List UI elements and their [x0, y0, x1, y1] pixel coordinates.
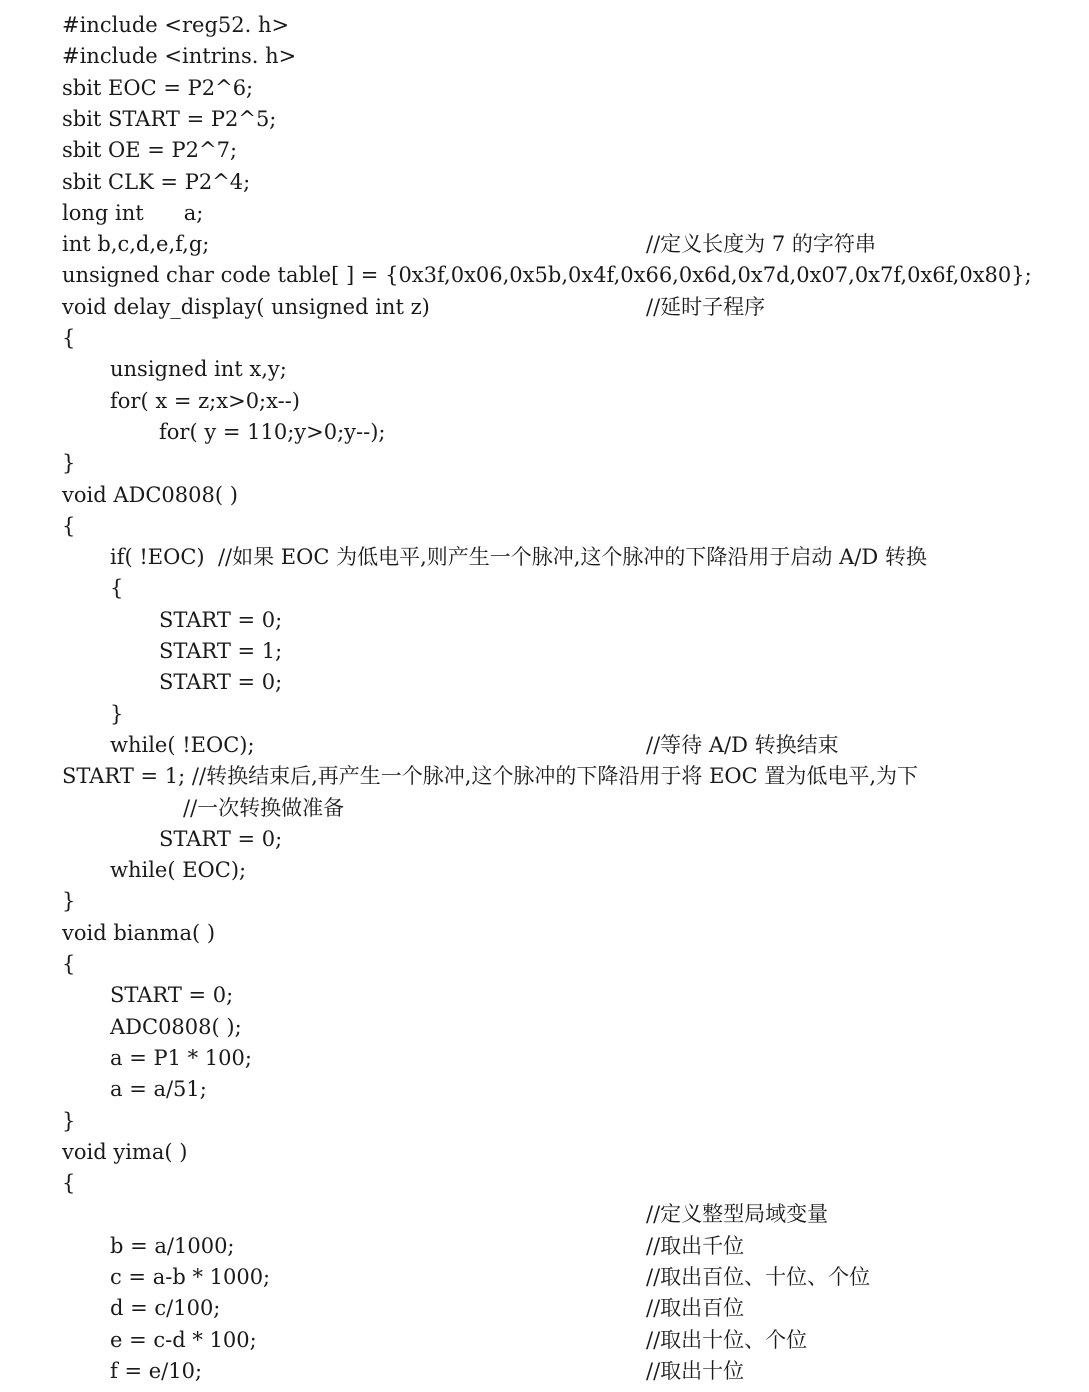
code-line: [0, 104, 1089, 135]
code-text: {: [62, 513, 76, 538]
code-text: e = c-d * 100;: [110, 1327, 257, 1352]
code-line: [0, 949, 1089, 980]
code-line: [0, 730, 1089, 761]
code-text: d = c/100;: [110, 1296, 221, 1321]
code-line: [0, 1356, 1089, 1387]
code-line: [0, 980, 1089, 1011]
code-text: }: [62, 1108, 76, 1133]
code-text: int b,c,d,e,f,g;: [62, 232, 210, 257]
code-text: a = P1 * 100;: [110, 1045, 252, 1070]
code-text: START = 0;: [110, 983, 234, 1008]
code-line: [0, 636, 1089, 667]
code-line: [0, 1168, 1089, 1199]
code-line: [0, 511, 1089, 542]
code-line: [0, 1199, 1089, 1230]
code-text: START = 0;: [159, 826, 283, 851]
code-line: [0, 886, 1089, 917]
code-line: [0, 1043, 1089, 1074]
code-text: c = a-b * 1000;: [110, 1265, 271, 1289]
code-text: }: [62, 889, 76, 914]
code-comment: //等待 A/D 转换结束: [646, 732, 839, 757]
code-text: b = a/1000;: [110, 1233, 235, 1258]
code-comment: //取出十位: [646, 1358, 745, 1383]
code-text: for( y = 110;y>0;y--);: [159, 419, 386, 444]
code-text: {: [62, 326, 76, 350]
code-line: [0, 1137, 1089, 1168]
code-line: [0, 292, 1089, 323]
code-line: [0, 1293, 1089, 1324]
code-comment: //取出百位: [646, 1296, 745, 1321]
code-text: #include <reg52. h>: [62, 13, 290, 37]
code-text: sbit CLK = P2^4;: [62, 169, 251, 194]
code-line: [0, 167, 1089, 198]
code-text: unsigned int x,y;: [110, 357, 287, 382]
code-line: [0, 1231, 1089, 1262]
code-line: [0, 793, 1089, 824]
code-line: [0, 573, 1089, 604]
code-line: [0, 1106, 1089, 1137]
code-text: sbit EOC = P2^6;: [62, 75, 254, 100]
code-comment: //取出百位、十位、个位: [646, 1265, 871, 1289]
code-line: [0, 824, 1089, 855]
code-text: }: [62, 451, 76, 476]
code-line: [0, 542, 1089, 573]
code-line: [0, 354, 1089, 385]
code-text: }: [110, 701, 124, 726]
code-text: sbit START = P2^5;: [62, 106, 277, 131]
code-line: [0, 605, 1089, 636]
code-text: void ADC0808( ): [62, 482, 238, 507]
code-line: [0, 918, 1089, 949]
code-comment: //定义长度为 7 的字符串: [646, 232, 876, 257]
code-text: START = 1; //转换结束后,再产生一个脉冲,这个脉冲的下降沿用于将 EOC 置为低电平,为下: [62, 764, 919, 789]
code-text: {: [110, 576, 124, 601]
code-text: void delay_display( unsigned int z): [62, 294, 430, 319]
code-text: {: [62, 952, 76, 976]
code-text: for( x = z;x>0;x--): [110, 388, 300, 413]
code-line: [0, 1012, 1089, 1043]
code-line: [0, 417, 1089, 448]
code-text: void yima( ): [62, 1139, 188, 1164]
code-line: [0, 1325, 1089, 1356]
code-line: [0, 855, 1089, 886]
code-line: [0, 73, 1089, 104]
code-text: sbit OE = P2^7;: [62, 138, 238, 163]
code-line: [0, 260, 1089, 291]
code-line: [0, 1074, 1089, 1105]
code-line: [0, 1262, 1089, 1293]
code-comment: //延时子程序: [646, 294, 766, 319]
code-text: unsigned char code table[ ] = {0x3f,0x06,0x5b,0x4f,0x66,0x6d,0x7d,0x07,0x7f,0x6f,0x80};: [62, 263, 1032, 288]
code-line: [0, 480, 1089, 511]
code-text: ADC0808( );: [110, 1014, 242, 1039]
code-text: if( !EOC) //如果 EOC 为低电平,则产生一个脉冲,这个脉冲的下降沿用于启动 A/D 转换: [110, 545, 927, 570]
code-line: [0, 448, 1089, 479]
code-line: [0, 323, 1089, 354]
code-comment: //定义整型局域变量: [646, 1202, 829, 1227]
code-line: [0, 198, 1089, 229]
code-line: [0, 41, 1089, 72]
code-line: [0, 667, 1089, 698]
code-text: {: [62, 1171, 76, 1196]
code-text: START = 0;: [159, 607, 283, 632]
code-line: [0, 10, 1089, 41]
code-text: //一次转换做准备: [183, 795, 345, 820]
code-text: while( !EOC);: [110, 732, 255, 757]
code-text: long int a;: [62, 200, 204, 225]
code-text: a = a/51;: [110, 1077, 207, 1102]
code-text: while( EOC);: [110, 858, 247, 883]
code-line: [0, 135, 1089, 166]
code-text: f = e/10;: [110, 1358, 203, 1383]
code-comment: //取出十位、个位: [646, 1327, 808, 1352]
code-line: [0, 761, 1089, 792]
code-text: void bianma( ): [62, 920, 216, 945]
code-line: [0, 229, 1089, 260]
code-text: START = 0;: [159, 670, 283, 695]
code-text: #include <intrins. h>: [62, 44, 297, 69]
code-line: [0, 386, 1089, 417]
code-text: START = 1;: [159, 639, 283, 663]
code-line: [0, 699, 1089, 730]
code-comment: //取出千位: [646, 1233, 745, 1258]
